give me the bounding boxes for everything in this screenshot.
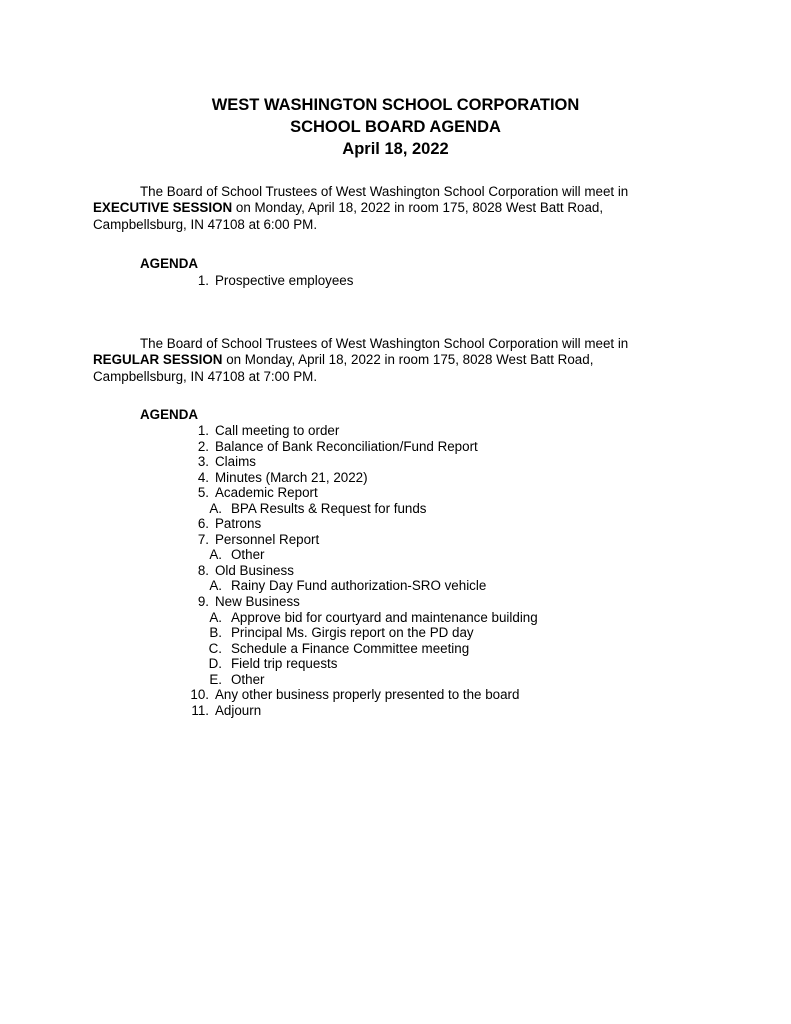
agenda-item — [140, 516, 660, 532]
title-date: April 18, 2022 — [342, 140, 449, 158]
executive-agenda-heading: AGENDA — [140, 256, 199, 271]
agenda-item-text: Patrons — [215, 516, 262, 532]
regular-session-label: REGULAR SESSION — [93, 352, 223, 368]
agenda-item-number: 1. — [197, 273, 209, 288]
executive-session-notice — [93, 184, 653, 233]
agenda-item — [140, 454, 660, 470]
regular-session-notice — [93, 336, 653, 385]
agenda-item-text: Academic Report — [215, 485, 318, 501]
title-document-type: SCHOOL BOARD AGENDA — [290, 118, 501, 136]
agenda-item-number: 6. — [197, 516, 209, 532]
agenda-item-number: 4. — [197, 469, 209, 485]
agenda-subitem-text: Principal Ms. Girgis report on the PD day — [231, 625, 474, 641]
agenda-subitem — [140, 656, 660, 672]
executive-detail: on Monday, April 18, 2022 in room 175, 8028 West Batt Road, Campbellsburg, IN 47108 at 6:00 PM. — [93, 200, 604, 232]
agenda-item-number: 9. — [197, 594, 209, 610]
agenda-subitem-letter: E. — [209, 671, 222, 687]
agenda-item-number: 2. — [197, 438, 209, 454]
agenda-item-text: Prospective employees — [215, 273, 354, 288]
agenda-item — [140, 439, 660, 455]
agenda-item-text: Minutes (March 21, 2022) — [215, 469, 368, 485]
agenda-subitem-letter: D. — [208, 656, 222, 672]
agenda-item — [140, 687, 660, 703]
agenda-item-text: Balance of Bank Reconciliation/Fund Report — [215, 438, 478, 454]
agenda-subitem — [140, 610, 660, 626]
agenda-subitem-text: Other — [231, 547, 265, 563]
agenda-item-number: 1. — [197, 423, 209, 438]
agenda-subitem-text: Approve bid for courtyard and maintenance building — [231, 609, 538, 625]
agenda-item-text: New Business — [215, 594, 300, 610]
regular-detail: on Monday, April 18, 2022 in room 175, 8028 West Batt Road, Campbellsburg, IN 47108 at 7:00 PM. — [93, 352, 594, 384]
agenda-subitem-text: BPA Results & Request for funds — [231, 500, 427, 516]
agenda-item-text: Claims — [215, 454, 256, 470]
agenda-subitem-text: Other — [231, 671, 265, 687]
agenda-item-number: 3. — [197, 454, 209, 470]
agenda-item-number: 11. — [191, 702, 209, 718]
regular-intro: The Board of School Trustees of West Washington School Corporation will meet in — [140, 336, 629, 351]
agenda-subitem-letter: A. — [209, 547, 222, 563]
agenda-subitem — [140, 501, 660, 517]
agenda-item-number: 7. — [197, 531, 209, 547]
agenda-item — [140, 703, 660, 719]
agenda-subitem-text: Field trip requests — [231, 656, 338, 672]
executive-session-label: EXECUTIVE SESSION — [93, 200, 233, 216]
agenda-item — [140, 594, 660, 610]
agenda-item-text: Personnel Report — [215, 531, 320, 547]
agenda-item-number: 10. — [190, 687, 209, 703]
title-organization: WEST WASHINGTON SCHOOL CORPORATION — [211, 96, 580, 114]
agenda-subitem — [140, 672, 660, 688]
agenda-subitem-letter: A. — [209, 578, 222, 594]
agenda-subitem-text: Rainy Day Fund authorization-SRO vehicle — [231, 578, 487, 594]
agenda-item — [140, 532, 660, 548]
agenda-item — [140, 563, 660, 579]
agenda-item — [140, 423, 660, 439]
regular-agenda-heading: AGENDA — [140, 407, 199, 422]
agenda-subitem — [140, 625, 660, 641]
agenda-subitem — [140, 578, 660, 594]
agenda-subitem-letter: C. — [208, 640, 222, 656]
executive-agenda-list — [140, 273, 660, 289]
agenda-item-text: Any other business properly presented to the board — [215, 687, 520, 703]
agenda-item — [140, 485, 660, 501]
regular-agenda-list — [140, 423, 660, 718]
agenda-subitem — [140, 641, 660, 657]
agenda-item-text: Old Business — [215, 562, 294, 578]
agenda-item — [140, 470, 660, 486]
executive-intro: The Board of School Trustees of West Washington School Corporation will meet in — [140, 184, 629, 199]
agenda-subitem-letter: B. — [209, 625, 222, 641]
agenda-item-text: Adjourn — [215, 702, 262, 718]
agenda-subitem-letter: A. — [209, 609, 222, 625]
agenda-item — [140, 273, 660, 289]
agenda-subitem-letter: A. — [209, 500, 222, 516]
agenda-item-number: 8. — [197, 562, 209, 578]
agenda-item-text: Call meeting to order — [215, 423, 340, 438]
document-title — [0, 94, 791, 160]
agenda-subitem — [140, 547, 660, 563]
agenda-item-number: 5. — [197, 485, 209, 501]
agenda-subitem-text: Schedule a Finance Committee meeting — [231, 640, 470, 656]
